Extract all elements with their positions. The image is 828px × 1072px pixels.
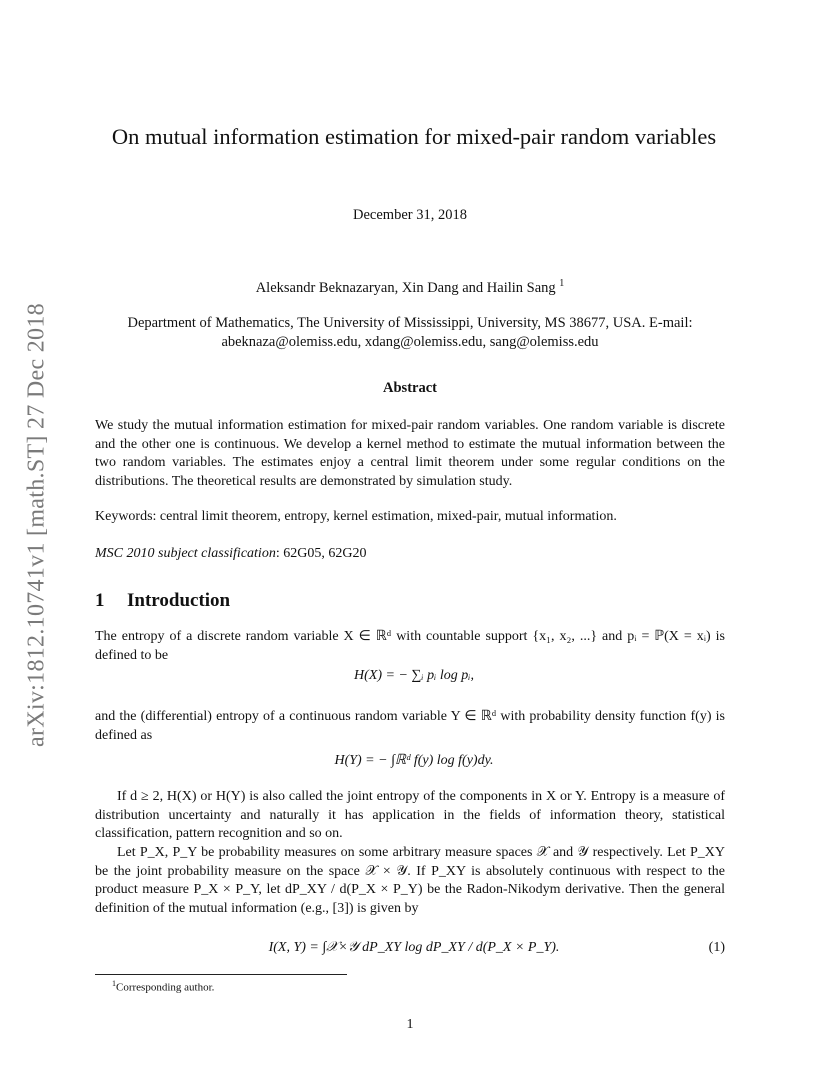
intro-paragraph-3: If d ≥ 2, H(X) or H(Y) is also called the joint entropy of the components in X or Y. Entropy is a measure of distribution uncertainty and naturally it has application in the fields of information theory, statistical classification, pattern recognition and so on.: [95, 789, 725, 841]
equation-mutual-information: I(X, Y) = ∫𝒳×𝒴 dP_XY log dP_XY / d(P_X × P_Y).: [268, 940, 560, 955]
author-footnote-mark: 1: [559, 278, 565, 289]
intro-paragraph-1: The entropy of a discrete random variable X ∈ ℝᵈ with countable support {x₁, x₂, ...} and pᵢ = ℙ(X = xᵢ) is defined to be: [95, 629, 725, 663]
equation-number: (1): [708, 940, 725, 955]
msc-codes: : 62G05, 62G20: [275, 546, 367, 561]
paper-date: December 31, 2018: [353, 207, 467, 223]
section-heading: [95, 590, 230, 612]
author-line: [0, 278, 820, 297]
abstract-heading: Abstract: [383, 380, 437, 396]
paper-title: On mutual information estimation for mixed-pair random variables: [111, 124, 717, 149]
footnote-text: Corresponding author.: [116, 981, 215, 994]
footnote: [112, 979, 214, 994]
footnote-rule: [95, 974, 347, 975]
intro-paragraph-4: Let P_X, P_Y be probability measures on some arbitrary measure spaces 𝒳 and 𝒴 respectively. Let P_XY be the joint probability measure on the space 𝒳 × 𝒴. If P_XY is absolutely continuous with respect to the product measure P_X × P_Y, let dP_XY / d(P_X × P_Y) be the Radon-Nikodym derivative. Then the general definition of the mutual information (e.g., [3]) is given by: [95, 845, 725, 916]
msc-classification: [95, 546, 366, 562]
equation-differential-entropy: H(Y) = − ∫ℝᵈ f(y) log f(y)dy.: [334, 753, 494, 768]
page-number: 1: [406, 1017, 414, 1032]
section-title: Introduction: [127, 590, 231, 611]
equation-discrete-entropy: H(X) = − ∑ᵢ pᵢ log pᵢ,: [354, 668, 474, 683]
msc-label: MSC 2010 subject classification: [95, 546, 276, 561]
arxiv-sidebar-stamp: [22, 270, 52, 780]
section-number: 1: [95, 590, 105, 611]
affiliation: Department of Mathematics, The University of Mississippi, University, MS 38677, USA. E-mail: abeknaza@olemiss.edu, xdang@olemiss.edu, sang@olemiss.edu: [127, 315, 693, 350]
keywords: Keywords: central limit theorem, entropy, kernel estimation, mixed-pair, mutual information.: [95, 509, 617, 524]
arxiv-identifier: arXiv:1812.10741v1 [math.ST] 27 Dec 2018: [23, 303, 50, 747]
author-names: Aleksandr Beknazaryan, Xin Dang and Hailin Sang: [255, 279, 556, 296]
intro-paragraph-2: and the (differential) entropy of a continuous random variable Y ∈ ℝᵈ with probability density function f(y) is defined as: [95, 709, 725, 743]
abstract-body: We study the mutual information estimation for mixed-pair random variables. One random variable is discrete and the other one is continuous. We develop a kernel method to estimate the mutual information between the two random variables. The estimates enjoy a central limit theorem under some regular conditions on the distributions. The theoretical results are demonstrated by simulation study.: [95, 418, 725, 489]
footnote-mark: 1: [112, 979, 116, 988]
